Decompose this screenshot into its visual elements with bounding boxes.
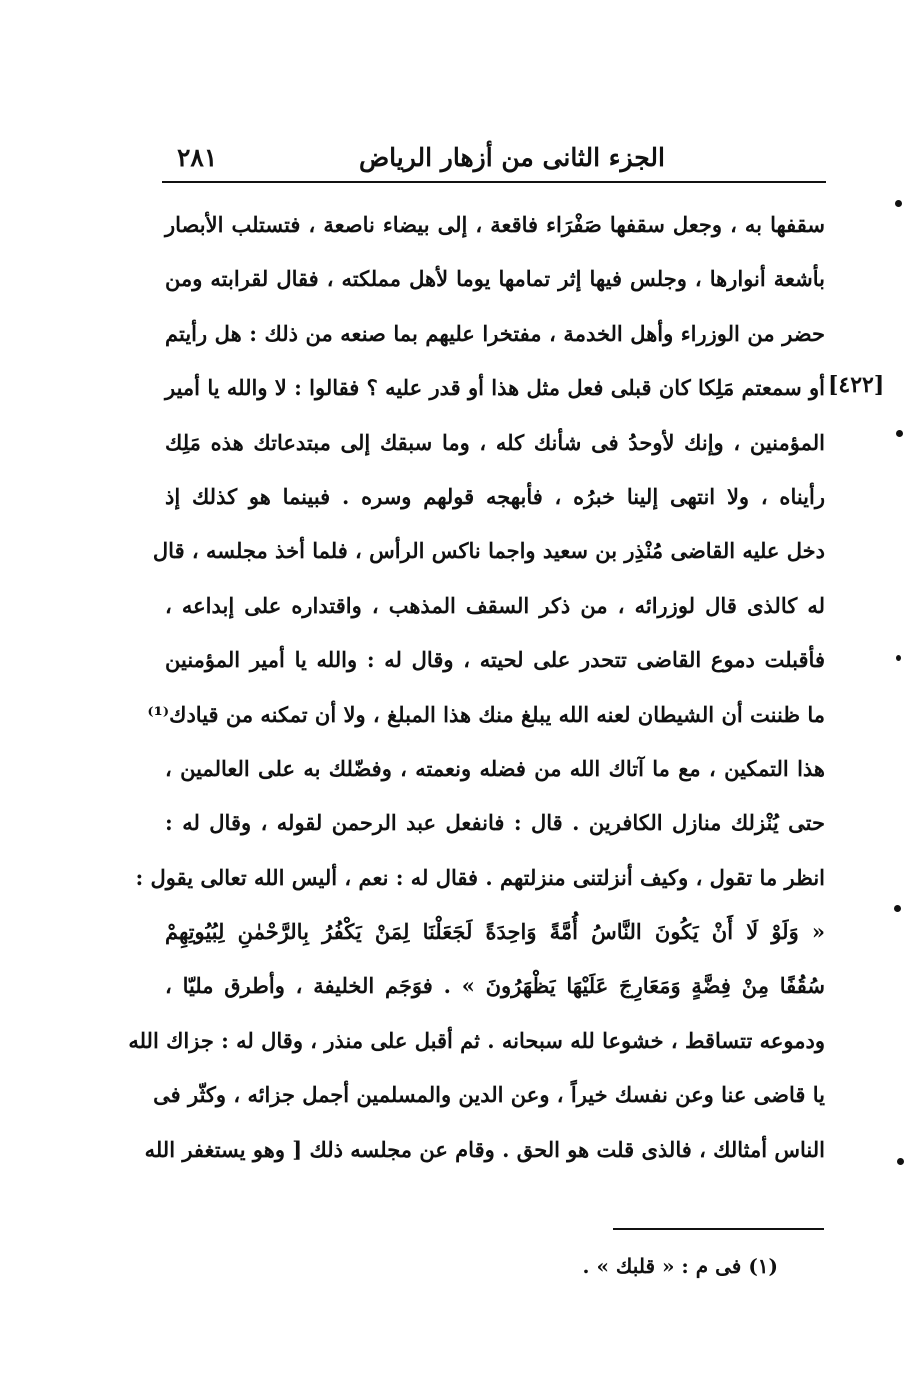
text-line: حضر من الوزراء وأهل الخدمة ، مفتخرا عليهم بما صنعه من ذلك : هل رأيتم <box>165 320 825 346</box>
binding-hole-mark <box>897 1158 904 1165</box>
text-line: الناس أمثالك ، فالذى قلت هو الحق . وقام عن مجلسه ذلك [ وهو يستغفر الله <box>144 1136 825 1162</box>
text-line: سقفها به ، وجعل سقفها صَفْرَاء فاقعة ، إلى بيضاء ناصعة ، فتستلب الأبصار <box>165 212 825 237</box>
text-line: هذا التمكين ، مع ما آتاك الله من فضله ونعمته ، وفضّلك به على العالمين ، <box>165 755 825 781</box>
text-line: ما ظننت أن الشيطان لعنه الله يبلغ منك هذا المبلغ ، ولا أن تمكنه من قيادك⁽¹⁾ <box>147 701 825 727</box>
running-header <box>165 138 825 178</box>
text-line: رأيناه ، ولا انتهى إلينا خبرُه ، فأبهجه قولهم وسره . فبينما هو كذلك إذ <box>165 483 825 509</box>
body-text <box>128 198 825 1177</box>
text-line: ودموعه تتساقط ، خشوعا لله سبحانه . ثم أقبل على منذر ، وقال له : جزاك الله <box>128 1027 825 1053</box>
text-line: المؤمنين ، وإنك لأوحدُ فى شأنك كله ، وما سبقك إلى مبتدعاتك هذه مَلِك <box>165 429 825 455</box>
text-line: فأقبلت دموع القاضى تتحدر على لحيته ، وقال له : والله يا أمير المؤمنين <box>165 647 825 673</box>
text-line: أو سمعتم مَلِكا كان قبلى فعل مثل هذا أو قدر عليه ؟ فقالوا : لا والله يا أمير <box>165 375 825 401</box>
page-number: ٢٨١ <box>177 143 218 172</box>
text-line: دخل عليه القاضى مُنْذِر بن سعيد واجما ناكس الرأس ، فلما أخذ مجلسه ، قال <box>152 538 825 564</box>
text-line: يا قاضى عنا وعن نفسك خيراً ، وعن الدين والمسلمين أجمل جزائه ، وكثّر فى <box>153 1082 825 1108</box>
running-header-title: الجزء الثانى من أزهار الرياض <box>358 143 665 172</box>
header-rule <box>162 181 826 183</box>
footnote-rule <box>613 1228 824 1230</box>
text-line: بأشعة أنوارها ، وجلس فيها إثر تمامها يوما لأهل مملكته ، فقال لقرابته ومن <box>165 266 825 292</box>
text-line: له كالذى قال لوزرائه ، من ذكر السقف المذهب ، واقتداره على إبداعه ، <box>165 592 825 618</box>
footnote: (١) فى م : « قلبك » . <box>582 1254 778 1278</box>
binding-hole-mark <box>895 200 902 207</box>
margin-reference: [٤٢٢] <box>828 372 885 398</box>
quran-quote-line: سُقُفًا مِنْ فِضَّةٍ وَمَعَارِجَ عَلَيْهَا يَظْهَرُونَ » . فوَجَم الخليفة ، وأطرق مليّا ، <box>165 973 825 999</box>
text-line: انظر ما تقول ، وكيف أنزلتنى منزلتهم . فقال له : نعم ، أليس الله تعالى يقول : <box>135 864 825 890</box>
binding-hole-mark <box>894 905 901 912</box>
binding-hole-mark <box>896 430 903 437</box>
binding-hole-mark <box>896 655 901 661</box>
quran-quote-line: « وَلَوْ لَا أَنْ يَكُونَ النَّاسُ أُمَّةً وَاحِدَةً لَجَعَلْنَا لِمَنْ يَكْفُرُ بِالرَّحْمٰنِ لِبُيُوتِهِمْ <box>165 919 825 945</box>
text-line: حتى يُنْزلك منازل الكافرين . قال : فانفعل عبد الرحمن لقوله ، وقال له : <box>165 810 825 836</box>
